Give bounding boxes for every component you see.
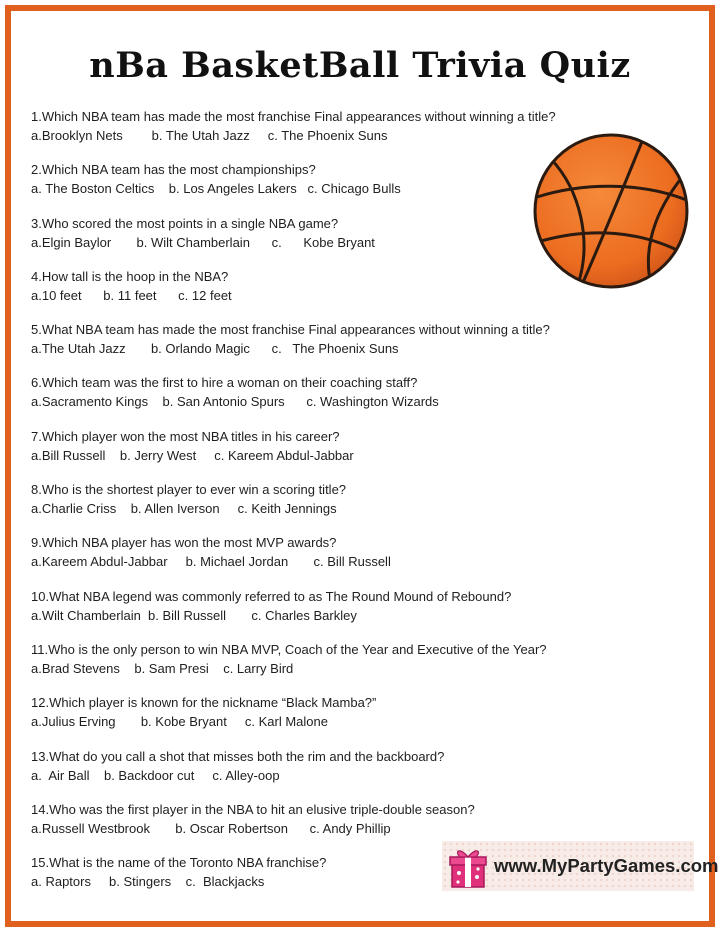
question-text: 10.What NBA legend was commonly referred to as The Round Mound of Rebound?: [31, 588, 512, 604]
question-text: 1.Which NBA team has made the most franchise Final appearances without winning a title?: [31, 109, 556, 124]
page-title: nBa BasketBall Trivia Quiz: [89, 45, 631, 86]
quiz-sheet: [5, 5, 719, 927]
question-text: 4.How tall is the hoop in the NBA?: [31, 268, 229, 284]
answer-options: a.Russell Westbrook b. Oscar Robertson c. Andy Phillip: [31, 820, 391, 836]
question-text: 3.Who scored the most points in a single NBA game?: [31, 215, 339, 231]
answer-options: a. The Boston Celtics b. Los Angeles Lakers c. Chicago Bulls: [31, 181, 401, 197]
question-item-9: [31, 533, 631, 586]
question-text: 15.What is the name of the Toronto NBA franchise?: [31, 855, 327, 871]
answer-options: a.Brooklyn Nets b. The Utah Jazz c. The Phoenix Suns: [31, 128, 388, 143]
question-text: 6.Which team was the first to hire a woman on their coaching staff?: [31, 375, 418, 391]
answer-options: a. Raptors b. Stingers c. Blackjacks: [31, 874, 265, 890]
question-text: 5.What NBA team has made the most franchise Final appearances without winning a title?: [31, 322, 550, 338]
gift-box-icon: [448, 845, 488, 889]
answer-options: a.The Utah Jazz b. Orlando Magic c. The Phoenix Suns: [31, 341, 399, 357]
question-item-7: [31, 427, 631, 480]
answer-options: a.10 feet b. 11 feet c. 12 feet: [31, 287, 232, 303]
question-item-5: [31, 320, 631, 373]
answer-options: a.Charlie Criss b. Allen Iverson c. Keith Jennings: [31, 501, 337, 517]
question-item-8: [31, 480, 631, 533]
question-item-6: [31, 373, 631, 426]
answer-options: a.Sacramento Kings b. San Antonio Spurs c. Washington Wizards: [31, 394, 439, 410]
basketball-icon: [531, 131, 691, 291]
question-text: 9.Which NBA player has won the most MVP awards?: [31, 535, 337, 551]
website-badge: [442, 841, 719, 891]
question-text: 2.Which NBA team has the most championships?: [31, 162, 316, 178]
answer-options: a.Julius Erving b. Kobe Bryant c. Karl Malone: [31, 714, 328, 730]
answer-options: a.Elgin Baylor b. Wilt Chamberlain c. Kobe Bryant: [31, 234, 375, 250]
answer-options: a.Wilt Chamberlain b. Bill Russell c. Charles Barkley: [31, 607, 357, 623]
question-text: 14.Who was the first player in the NBA to hit an elusive triple-double season?: [31, 801, 475, 817]
question-item-13: [31, 747, 631, 800]
question-text: 12.Which player is known for the nickname “Black Mamba?”: [31, 695, 377, 711]
website-url: www.MyPartyGames.com: [494, 855, 719, 876]
question-text: 13.What do you call a shot that misses both the rim and the backboard?: [31, 748, 445, 764]
answer-options: a.Bill Russell b. Jerry West c. Kareem Abdul-Jabbar: [31, 447, 354, 463]
answer-options: a.Kareem Abdul-Jabbar b. Michael Jordan c. Bill Russell: [31, 554, 391, 570]
answer-options: a. Air Ball b. Backdoor cut c. Alley-oop: [31, 767, 280, 783]
question-item-12: [31, 693, 631, 746]
question-item-11: [31, 640, 631, 693]
question-text: 7.Which player won the most NBA titles in his career?: [31, 428, 340, 444]
question-text: 8.Who is the shortest player to ever win a scoring title?: [31, 482, 347, 498]
answer-options: a.Brad Stevens b. Sam Presi c. Larry Bird: [31, 660, 294, 676]
question-text: 11.Who is the only person to win NBA MVP, Coach of the Year and Executive of the Year?: [31, 641, 547, 657]
question-item-10: [31, 587, 631, 640]
